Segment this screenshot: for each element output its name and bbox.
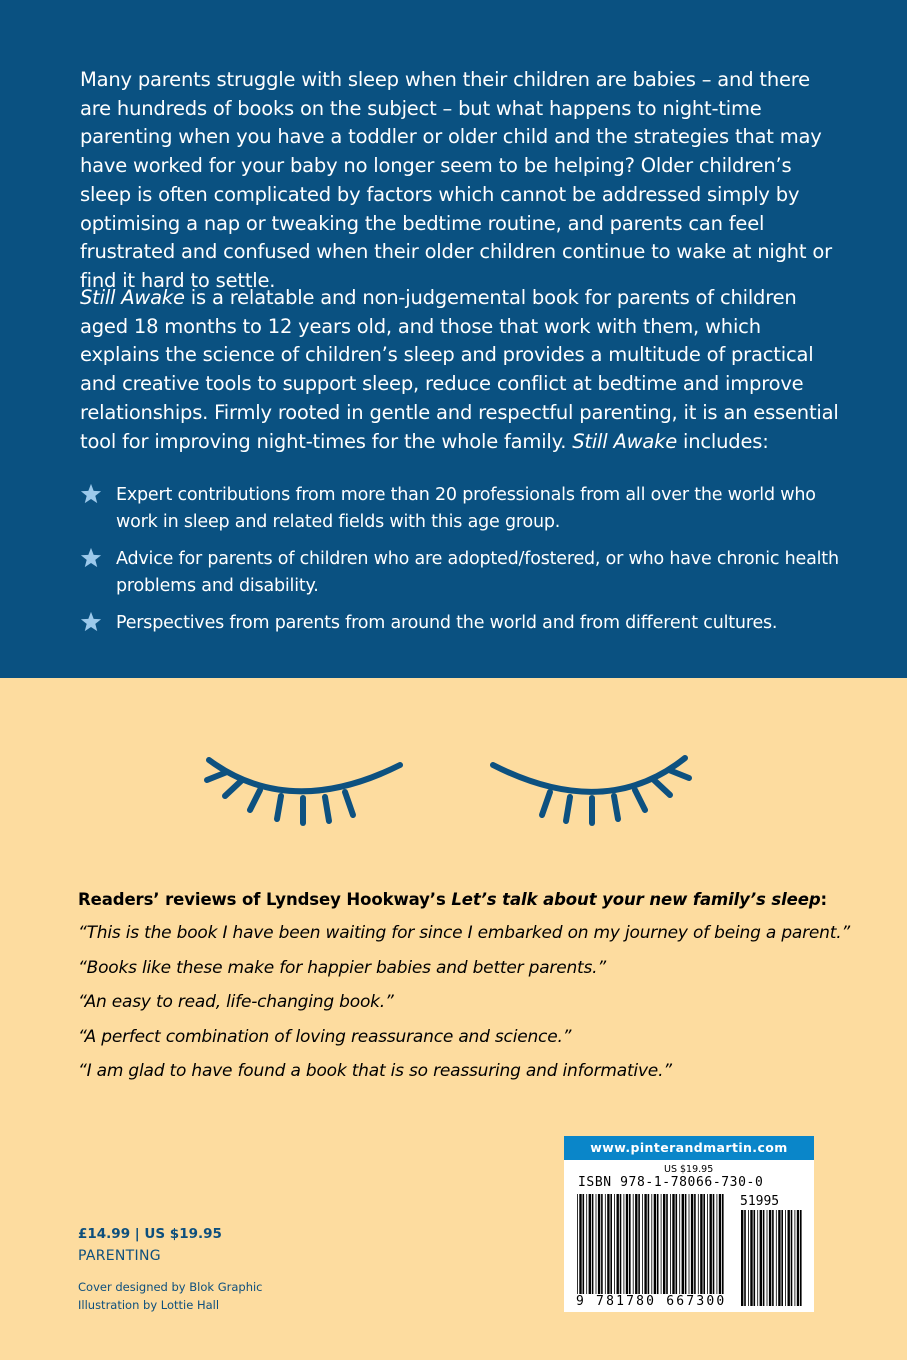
isbn-text: ISBN 978-1-78066-730-0 — [578, 1175, 764, 1190]
list-item — [80, 610, 840, 637]
reviews-heading — [78, 884, 878, 916]
review-quote: “Books like these make for happier babies and better parents.” — [78, 957, 606, 978]
book-title: Still Awake — [572, 429, 678, 453]
book-title: Still Awake — [80, 286, 185, 309]
price: £14.99 | US $19.95 — [78, 1226, 222, 1242]
category: PARENTING — [78, 1248, 161, 1264]
blurb-paragraph-2 — [80, 284, 840, 456]
list-item — [80, 482, 840, 536]
addon-barcode-icon — [740, 1210, 802, 1306]
ean-text: 9 781780 667300 — [576, 1294, 727, 1309]
reviews-heading-suffix: : — [820, 890, 828, 909]
blurb-panel — [0, 0, 907, 678]
illustration-credit: Illustration by Lottie Hall — [78, 1298, 220, 1312]
list-item-text: Perspectives from parents from around the world and from different cultures. — [116, 613, 778, 633]
closed-eyes-icon — [195, 740, 715, 840]
review-quote: “A perfect combination of loving reassurance and science.” — [78, 1026, 572, 1047]
reviews-book-title: Let’s talk about your new family’s sleep — [451, 890, 821, 909]
blurb-paragraph-1: Many parents struggle with sleep when their children are babies – and there are hundreds of books on the subject – but what happens to night-time parenting when you have a toddler or older child and the strategies that may have worked for your baby no longer seem to be helping? Older children’s sleep is often complicated by factors which cannot be addressed simply by optimising a nap or tweaking the bedtime routine, and parents can feel frustrated and confused when their older children continue to wake at night or find it hard to settle. — [80, 68, 832, 292]
star-icon — [80, 547, 102, 569]
list-item-text: Expert contributions from more than 20 professionals from all over the world who work in sleep and related fields with this age group. — [116, 485, 816, 532]
review-quote: “An easy to read, life-changing book.” — [78, 992, 394, 1012]
barcode-us-price: US $19.95 — [664, 1164, 714, 1175]
publisher-url: www.pinterandmartin.com — [564, 1136, 814, 1160]
star-icon — [80, 611, 102, 633]
blurb-text-end: includes: — [677, 429, 769, 453]
list-item — [80, 546, 840, 600]
reviews-heading-prefix: Readers’ reviews of Lyndsey Hookway’s — [78, 890, 452, 909]
barcode-addon-number: 51995 — [740, 1194, 780, 1209]
blurb-text: is a relatable and non-judgemental book for parents of children aged 18 months to 12 years old, and those that work with them, which explains the science of children’s sleep and provides a multitude of practical and creative tools to support sleep, reduce conflict at bedtime and improve relationships. Firmly rooted in gentle and respectful parenting, it is an essential tool for improving night-times for the whole family. — [80, 286, 839, 453]
feature-list — [80, 482, 840, 647]
cover-credit: Cover designed by Blok Graphic — [78, 1280, 263, 1294]
barcode-panel — [564, 1136, 814, 1312]
star-icon — [80, 483, 102, 505]
review-quote: “I am glad to have found a book that is so reassuring and informative.” — [78, 1061, 672, 1081]
reviews-section — [78, 884, 878, 1089]
list-item-text: Advice for parents of children who are adopted/fostered, or who have chronic health problems and disability. — [116, 549, 839, 596]
review-quote: “This is the book I have been waiting for since I embarked on my journey of being a parent.” — [78, 923, 851, 943]
barcode-icon — [576, 1194, 726, 1298]
